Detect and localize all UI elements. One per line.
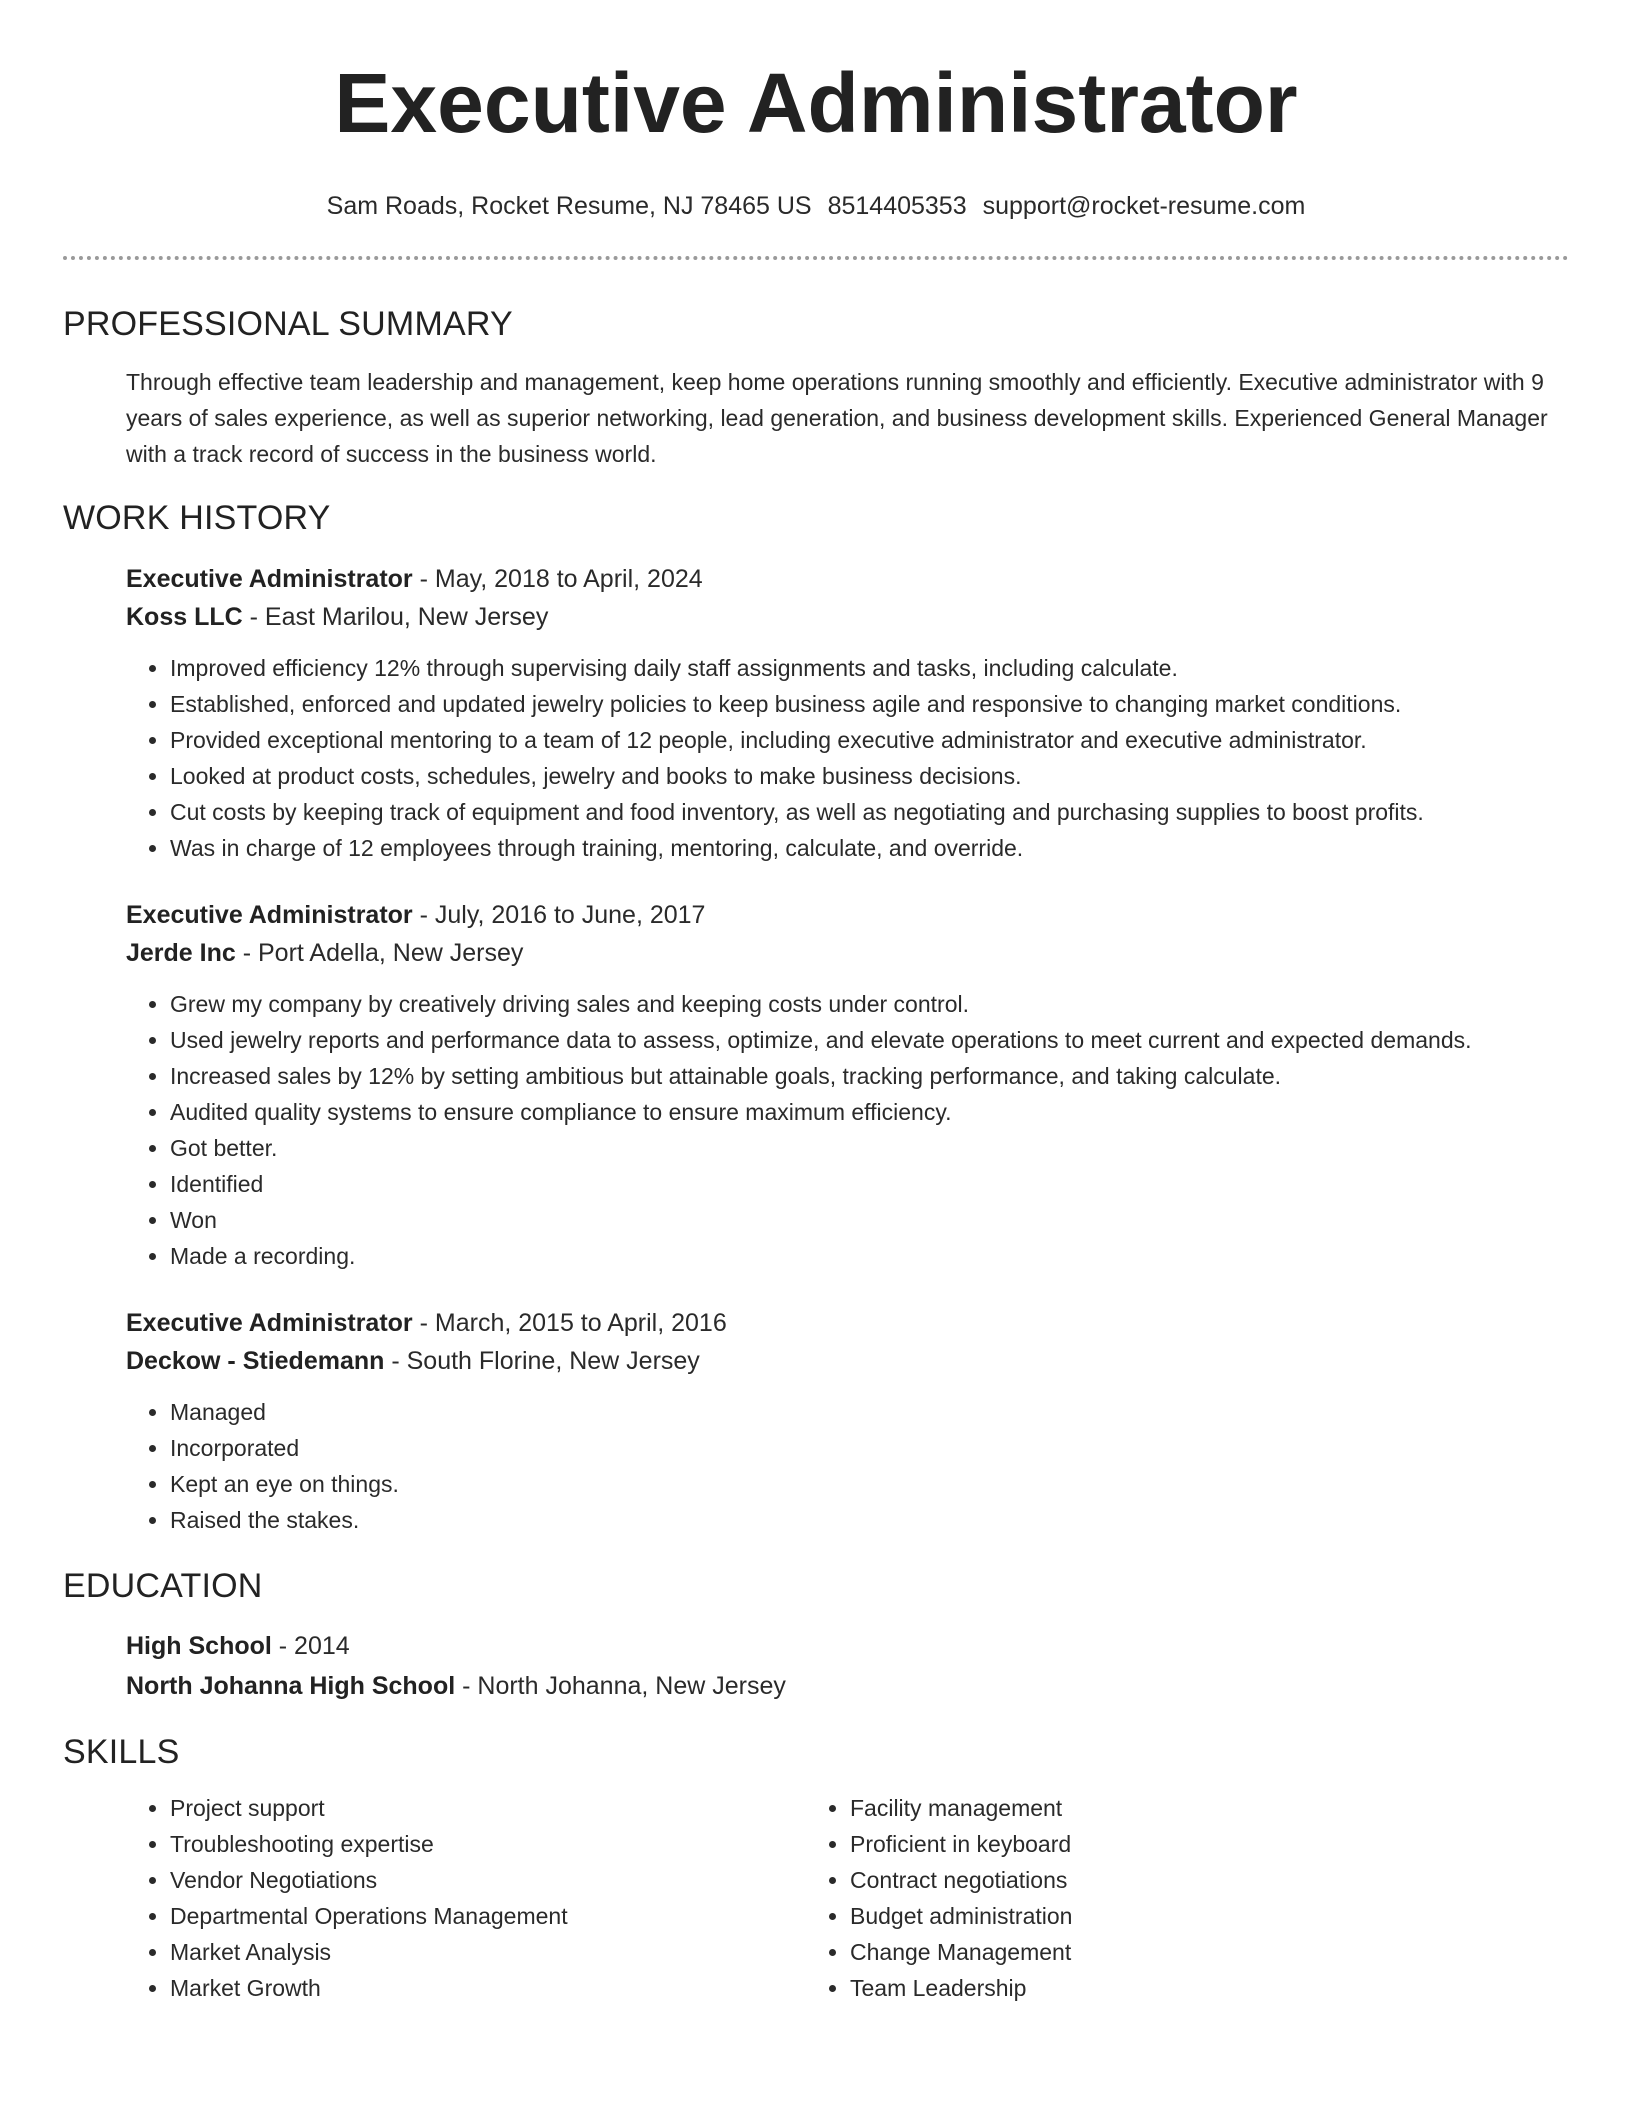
job-entry — [126, 1304, 1569, 1538]
skills-columns — [126, 1790, 1569, 2006]
job-dates: - May, 2018 to April, 2024 — [412, 565, 703, 593]
work-title: WORK HISTORY — [63, 499, 331, 537]
education-school: North Johanna High School — [126, 1672, 456, 1700]
work-section — [63, 498, 1569, 1538]
skill-item: • Troubleshooting expertise — [170, 1826, 806, 1862]
skill-item: • Departmental Operations Management — [170, 1898, 806, 1934]
header-divider — [63, 256, 1569, 260]
summary-section — [63, 304, 1569, 472]
job-entry — [126, 560, 1569, 866]
skill-item: • Budget administration — [850, 1898, 1486, 1934]
job-bullet: • Raised the stakes. — [170, 1502, 1569, 1538]
job-role-line — [126, 560, 1569, 598]
skills-section — [63, 1732, 1569, 2006]
job-company: Koss LLC — [126, 603, 243, 631]
skill-item: • Change Management — [850, 1934, 1486, 1970]
job-company: Jerde Inc — [126, 939, 236, 967]
job-bullet: • Audited quality systems to ensure compliance to ensure maximum efficiency. — [170, 1094, 1569, 1130]
skill-item: • Vendor Negotiations — [170, 1862, 806, 1898]
skill-item: • Proficient in keyboard — [850, 1826, 1486, 1862]
job-role: Executive Administrator — [126, 901, 413, 929]
education-entry — [126, 1626, 1569, 1706]
education-title: EDUCATION — [63, 1567, 263, 1605]
skill-item: • Facility management — [850, 1790, 1486, 1826]
contact-phone: 8514405353 — [827, 192, 967, 220]
job-bullet: • Kept an eye on things. — [170, 1466, 1569, 1502]
job-bullet: • Increased sales by 12% by setting ambitious but attainable goals, tracking performance, and taking calculate. — [170, 1058, 1569, 1094]
job-dates: - July, 2016 to June, 2017 — [412, 901, 706, 929]
job-bullet: • Improved efficiency 12% through supervising daily staff assignments and tasks, including calculate. — [170, 650, 1569, 686]
contact-line — [0, 190, 1632, 222]
job-bullet: • Grew my company by creatively driving sales and keeping costs under control. — [170, 986, 1569, 1022]
resume-name: Executive Administrator — [334, 56, 1298, 150]
job-role: Executive Administrator — [126, 565, 413, 593]
job-location: - South Florine, New Jersey — [384, 1347, 700, 1375]
job-company-line — [126, 598, 1569, 636]
job-bullet: • Got better. — [170, 1130, 1569, 1166]
job-bullet: • Identified — [170, 1166, 1569, 1202]
skills-list-left — [126, 1790, 806, 2006]
job-dates: - March, 2015 to April, 2016 — [412, 1309, 727, 1337]
job-location: - East Marilou, New Jersey — [242, 603, 549, 631]
job-bullet: • Established, enforced and updated jewelry policies to keep business agile and responsive to changing market conditions. — [170, 686, 1569, 722]
education-year: - 2014 — [271, 1632, 350, 1660]
skills-list-right — [806, 1790, 1486, 2006]
education-location: - North Johanna, New Jersey — [455, 1672, 786, 1700]
job-role-line — [126, 1304, 1569, 1342]
job-company-line — [126, 934, 1569, 972]
job-bullet: • Cut costs by keeping track of equipment and food inventory, as well as negotiating and purchasing supplies to boost profits. — [170, 794, 1569, 830]
job-company: Deckow - Stiedemann — [126, 1347, 385, 1375]
contact-address: Sam Roads, Rocket Resume, NJ 78465 US — [326, 192, 812, 220]
skill-item: • Project support — [170, 1790, 806, 1826]
job-bullets — [126, 1394, 1569, 1538]
job-bullet: • Managed — [170, 1394, 1569, 1430]
skill-item: • Market Analysis — [170, 1934, 806, 1970]
job-bullets — [126, 986, 1569, 1274]
job-location: - Port Adella, New Jersey — [235, 939, 524, 967]
job-entry — [126, 896, 1569, 1274]
job-role: Executive Administrator — [126, 1309, 413, 1337]
job-bullet: • Provided exceptional mentoring to a team of 12 people, including executive administrator and executive administrator. — [170, 722, 1569, 758]
education-section — [63, 1566, 1569, 1706]
education-school-line — [126, 1666, 1569, 1706]
job-bullet: • Used jewelry reports and performance data to assess, optimize, and elevate operations to meet current and expected demands. — [170, 1022, 1569, 1058]
job-bullet: • Was in charge of 12 employees through training, mentoring, calculate, and override. — [170, 830, 1569, 866]
skill-item: • Team Leadership — [850, 1970, 1486, 2006]
education-degree-line — [126, 1626, 1569, 1666]
skill-item: • Market Growth — [170, 1970, 806, 2006]
skills-title: SKILLS — [63, 1733, 180, 1771]
skill-item: • Contract negotiations — [850, 1862, 1486, 1898]
job-company-line — [126, 1342, 1569, 1380]
job-bullet: • Incorporated — [170, 1430, 1569, 1466]
education-degree: High School — [126, 1632, 272, 1660]
contact-email: support@rocket-resume.com — [982, 192, 1306, 220]
job-bullet: • Won — [170, 1202, 1569, 1238]
job-bullet: • Looked at product costs, schedules, jewelry and books to make business decisions. — [170, 758, 1569, 794]
summary-title: PROFESSIONAL SUMMARY — [63, 305, 513, 343]
job-bullet: • Made a recording. — [170, 1238, 1569, 1274]
summary-text: Through effective team leadership and management, keep home operations running smoothly and efficiently. Executive administrator with 9 years of sales experience, as well as superior networking, lead generation, and business development skills. Experienced General Manager with a track record of success in the business world. — [126, 369, 1548, 467]
job-role-line — [126, 896, 1569, 934]
job-bullets — [126, 650, 1569, 866]
